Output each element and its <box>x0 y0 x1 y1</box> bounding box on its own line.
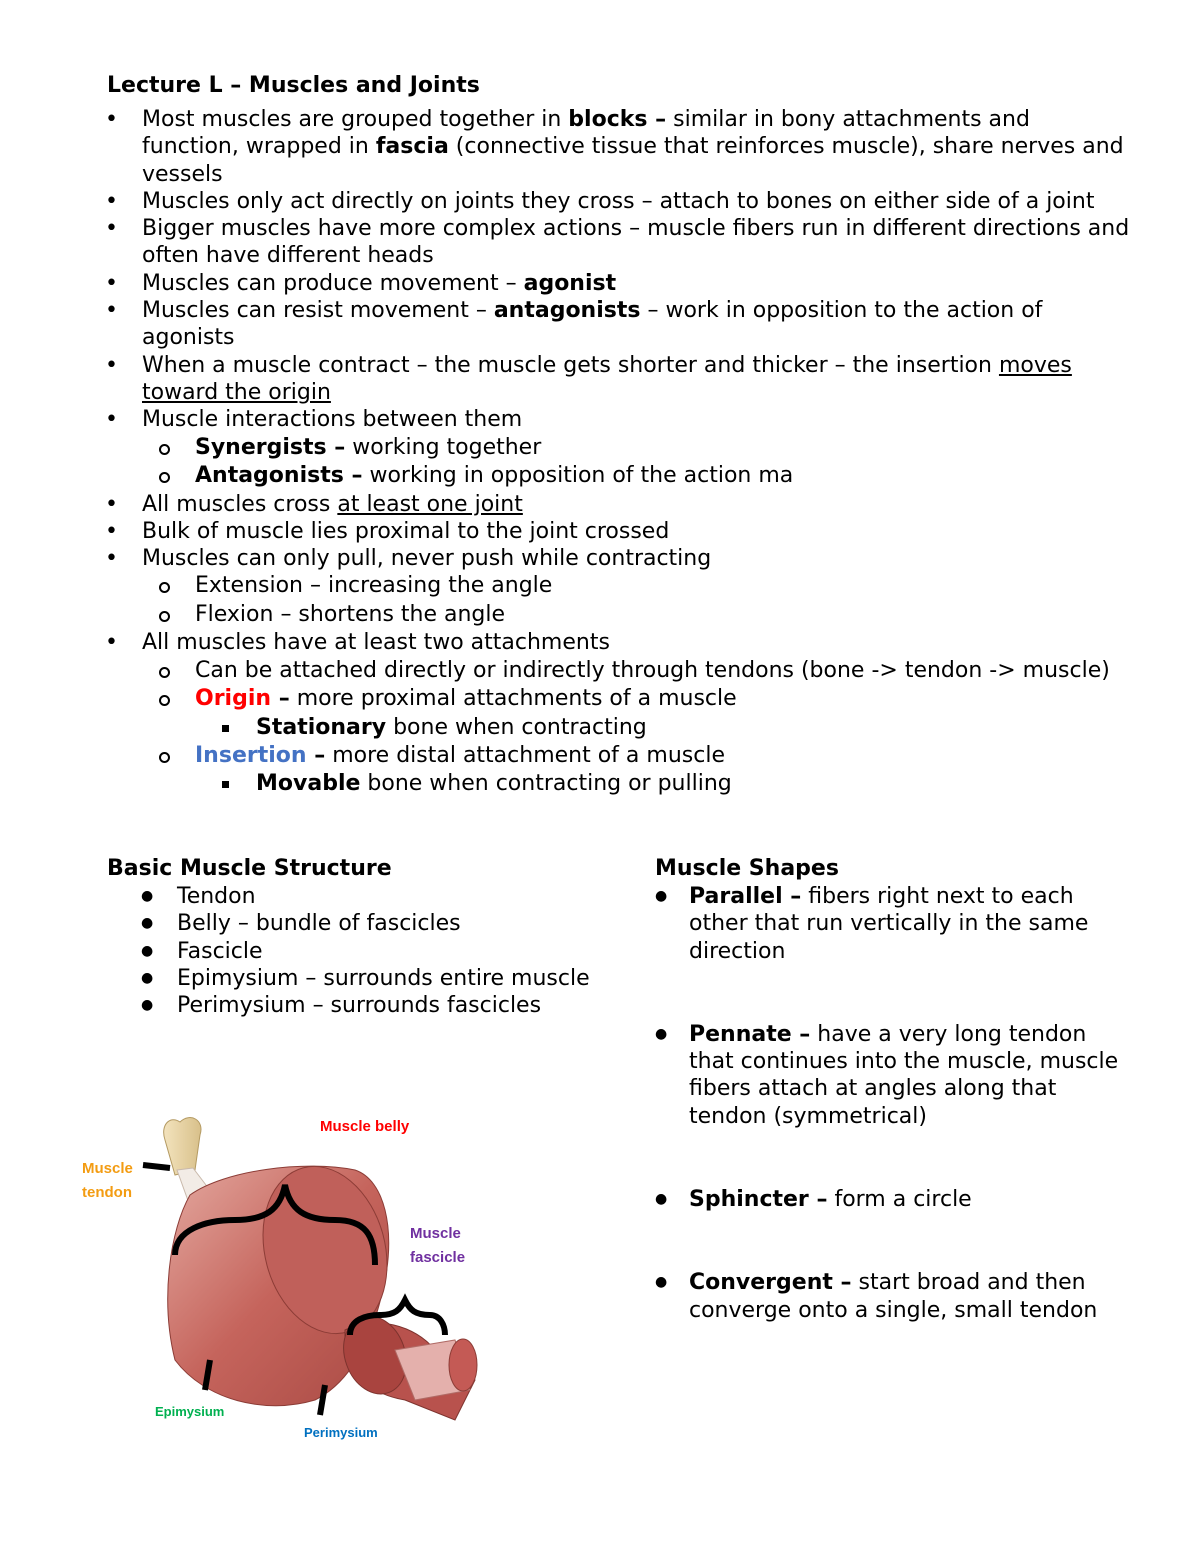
list-item: • Most muscles are grouped together in blocks – similar in bony attachments and function, wrapped in fascia (connective tissue that reinforces muscle), share nerves and vessels <box>100 106 1130 188</box>
list-item: • All muscles have at least two attachments <box>100 629 1130 656</box>
list-item: • Muscles can resist movement – antagonists – work in opposition to the action of agonists <box>100 297 1130 352</box>
list-item: • Muscles can only pull, never push while contracting <box>100 545 1130 572</box>
muscle-tendon-label-line2: tendon <box>82 1184 132 1201</box>
sub-list-item: Flexion – shortens the angle <box>100 601 1130 630</box>
sub-list-item: Antagonists – working in opposition of the action ma <box>100 462 1130 491</box>
list-item: • When a muscle contract – the muscle gets shorter and thicker – the insertion moves toward the origin <box>100 352 1130 407</box>
sub-list-item: Origin – more proximal attachments of a muscle <box>100 685 1130 714</box>
shapes-section <box>655 855 1135 1324</box>
sub-sub-list-item: Stationary bone when contracting <box>100 714 1130 742</box>
page-title: Lecture L – Muscles and Joints <box>107 73 480 98</box>
list-item: ● Parallel – fibers right next to each other that run vertically in the same direction <box>655 883 1135 965</box>
list-item: ● Tendon <box>107 883 607 910</box>
list-item: • Bulk of muscle lies proximal to the joint crossed <box>100 518 1130 545</box>
sub-sub-list-item: Movable bone when contracting or pulling <box>100 770 1130 798</box>
list-item: ● Fascicle <box>107 938 607 965</box>
muscle-tendon-label-line1: Muscle <box>82 1160 133 1177</box>
list-item: • Muscle interactions between them <box>100 406 1130 433</box>
muscle-illustration <box>75 1100 495 1450</box>
list-item: ● Belly – bundle of fascicles <box>107 910 607 937</box>
list-item: ● Sphincter – form a circle <box>655 1186 1135 1213</box>
sub-list-item: Can be attached directly or indirectly through tendons (bone -> tendon -> muscle) <box>100 657 1130 686</box>
list-item: • All muscles cross at least one joint <box>100 491 1130 518</box>
list-item: • Bigger muscles have more complex actions – muscle fibers run in different directions and often have different heads <box>100 215 1130 270</box>
list-item: ● Convergent – start broad and then converge onto a single, small tendon <box>655 1269 1135 1324</box>
perimysium-label: Perimysium <box>304 1425 378 1440</box>
list-item: • Muscles only act directly on joints they cross – attach to bones on either side of a joint <box>100 188 1130 215</box>
muscle-belly-label: Muscle belly <box>320 1118 410 1135</box>
list-item: ● Epimysium – surrounds entire muscle <box>107 965 607 992</box>
list-item: ● Pennate – have a very long tendon that continues into the muscle, muscle fibers attach at angles along that tendon (symmetrical) <box>655 1021 1135 1130</box>
structure-heading: Basic Muscle Structure <box>107 856 392 881</box>
sub-list-item: Insertion – more distal attachment of a muscle <box>100 742 1130 771</box>
sub-list-item: Synergists – working together <box>100 434 1130 463</box>
sub-list-item: Extension – increasing the angle <box>100 572 1130 601</box>
muscle-fascicle-label-line2: fascicle <box>410 1249 466 1266</box>
epimysium-label: Epimysium <box>155 1404 225 1419</box>
list-item: • Muscles can produce movement – agonist <box>100 270 1130 297</box>
structure-section <box>107 855 607 1019</box>
list-item: ● Perimysium – surrounds fascicles <box>107 992 607 1019</box>
muscle-fascicle-label-line1: Muscle <box>410 1225 461 1242</box>
main-bullet-list <box>100 106 1130 798</box>
shapes-heading: Muscle Shapes <box>655 856 839 881</box>
muscle-diagram <box>75 1100 495 1450</box>
